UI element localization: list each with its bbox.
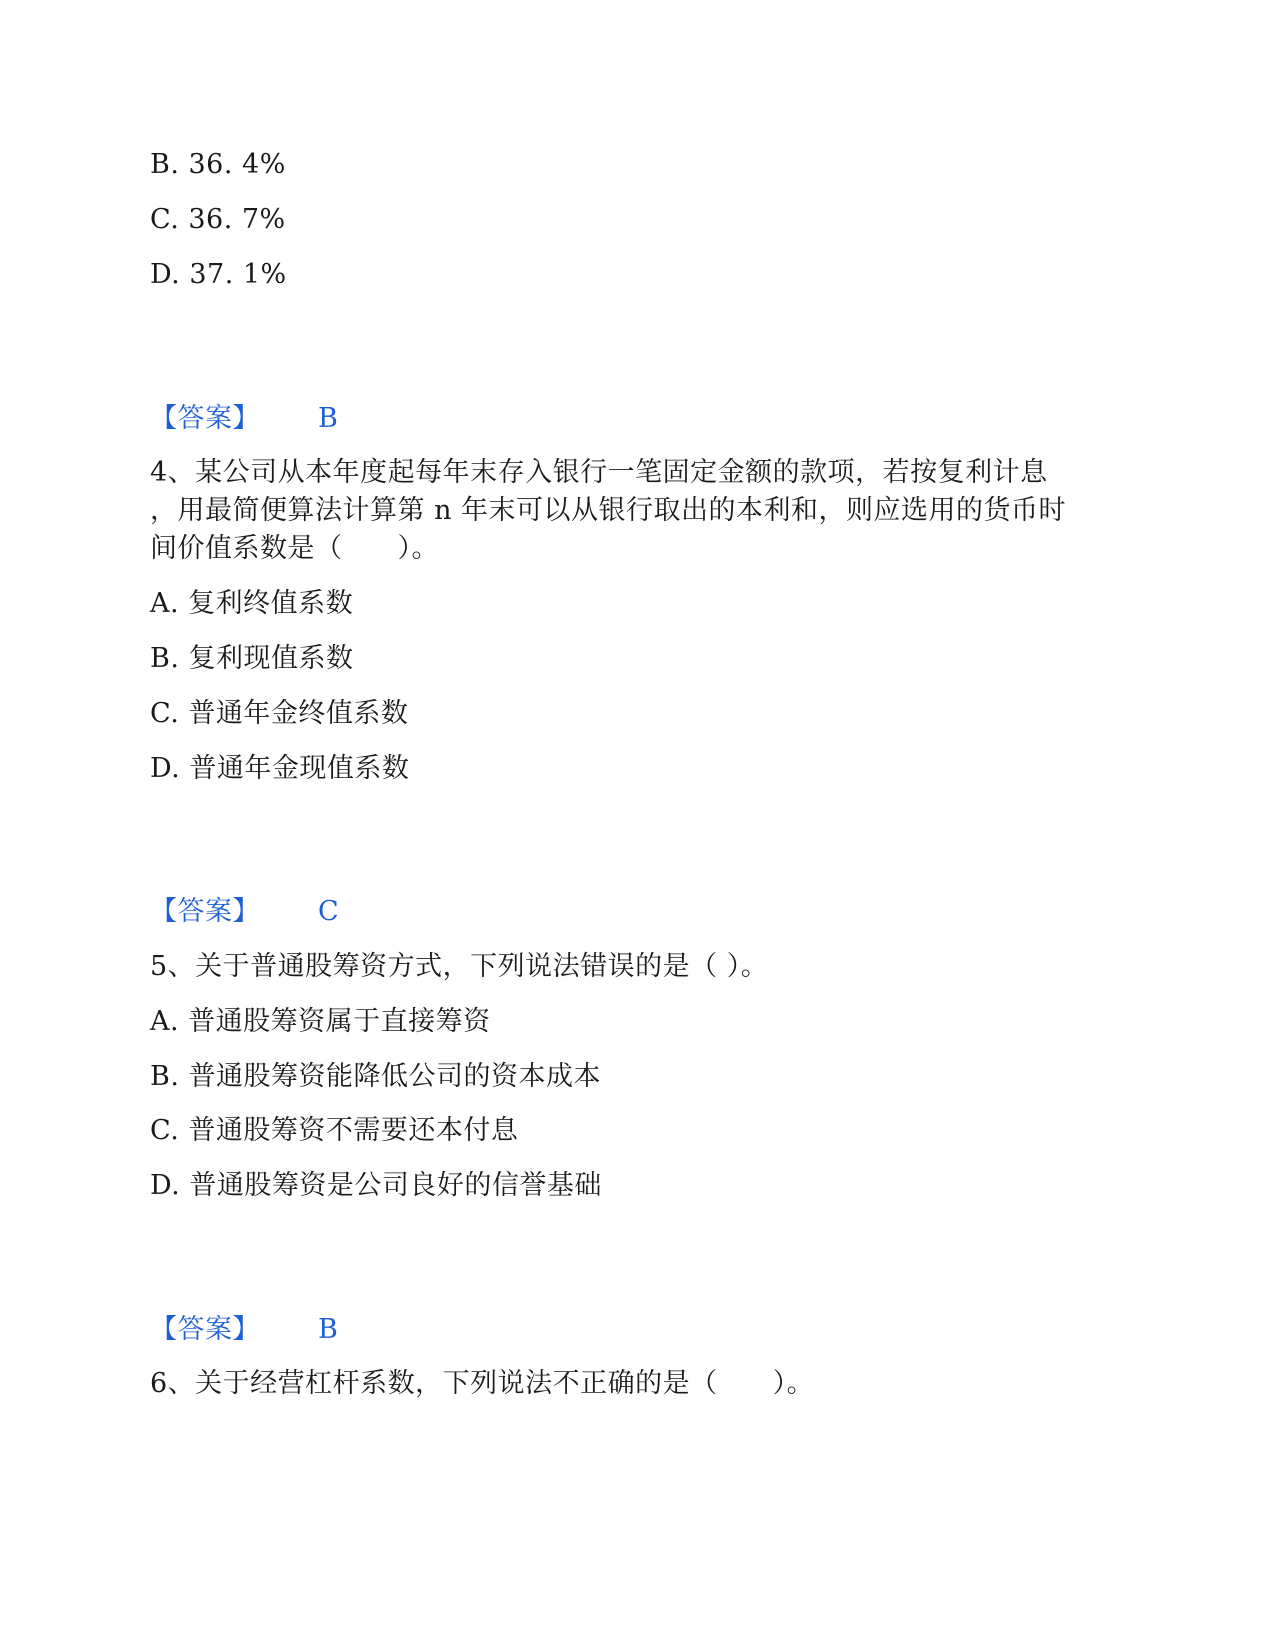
option-b: B. 复利现值系数 <box>150 643 354 674</box>
question-stem-line: ，用最简便算法计算第 n 年末可以从银行取出的本利和，则应选用的货币时 <box>150 495 1067 526</box>
answer-line <box>150 402 338 436</box>
question-stem-line: 间价值系数是（ ）。 <box>150 533 439 564</box>
option-d: D. 37. 1% <box>150 259 287 290</box>
answer-line <box>150 1313 338 1347</box>
question-stem: 6、关于经营杠杆系数，下列说法不正确的是（ ）。 <box>150 1368 815 1399</box>
option-a: A. 复利终值系数 <box>150 588 354 619</box>
option-b: B. 普通股筹资能降低公司的资本成本 <box>150 1061 602 1092</box>
option-b: B. 36. 4% <box>150 149 286 180</box>
answer-label: 【答案】 <box>150 896 260 927</box>
option-c: C. 普通年金终值系数 <box>150 698 409 729</box>
answer-value: B <box>318 1314 339 1345</box>
answer-value: C <box>318 896 340 927</box>
answer-line <box>150 895 339 929</box>
option-d: D. 普通年金现值系数 <box>150 753 410 784</box>
answer-label: 【答案】 <box>150 403 260 434</box>
option-a: A. 普通股筹资属于直接筹资 <box>150 1006 491 1037</box>
option-c: C. 普通股筹资不需要还本付息 <box>150 1115 519 1146</box>
answer-value: B <box>318 403 339 434</box>
question-stem-line: 4、某公司从本年度起每年末存入银行一笔固定金额的款项，若按复利计息 <box>150 457 1048 488</box>
question-stem: 5、关于普通股筹资方式，下列说法错误的是（ ）。 <box>150 951 769 982</box>
answer-label: 【答案】 <box>150 1314 260 1345</box>
option-d: D. 普通股筹资是公司良好的信誉基础 <box>150 1170 602 1201</box>
option-c: C. 36. 7% <box>150 204 286 235</box>
